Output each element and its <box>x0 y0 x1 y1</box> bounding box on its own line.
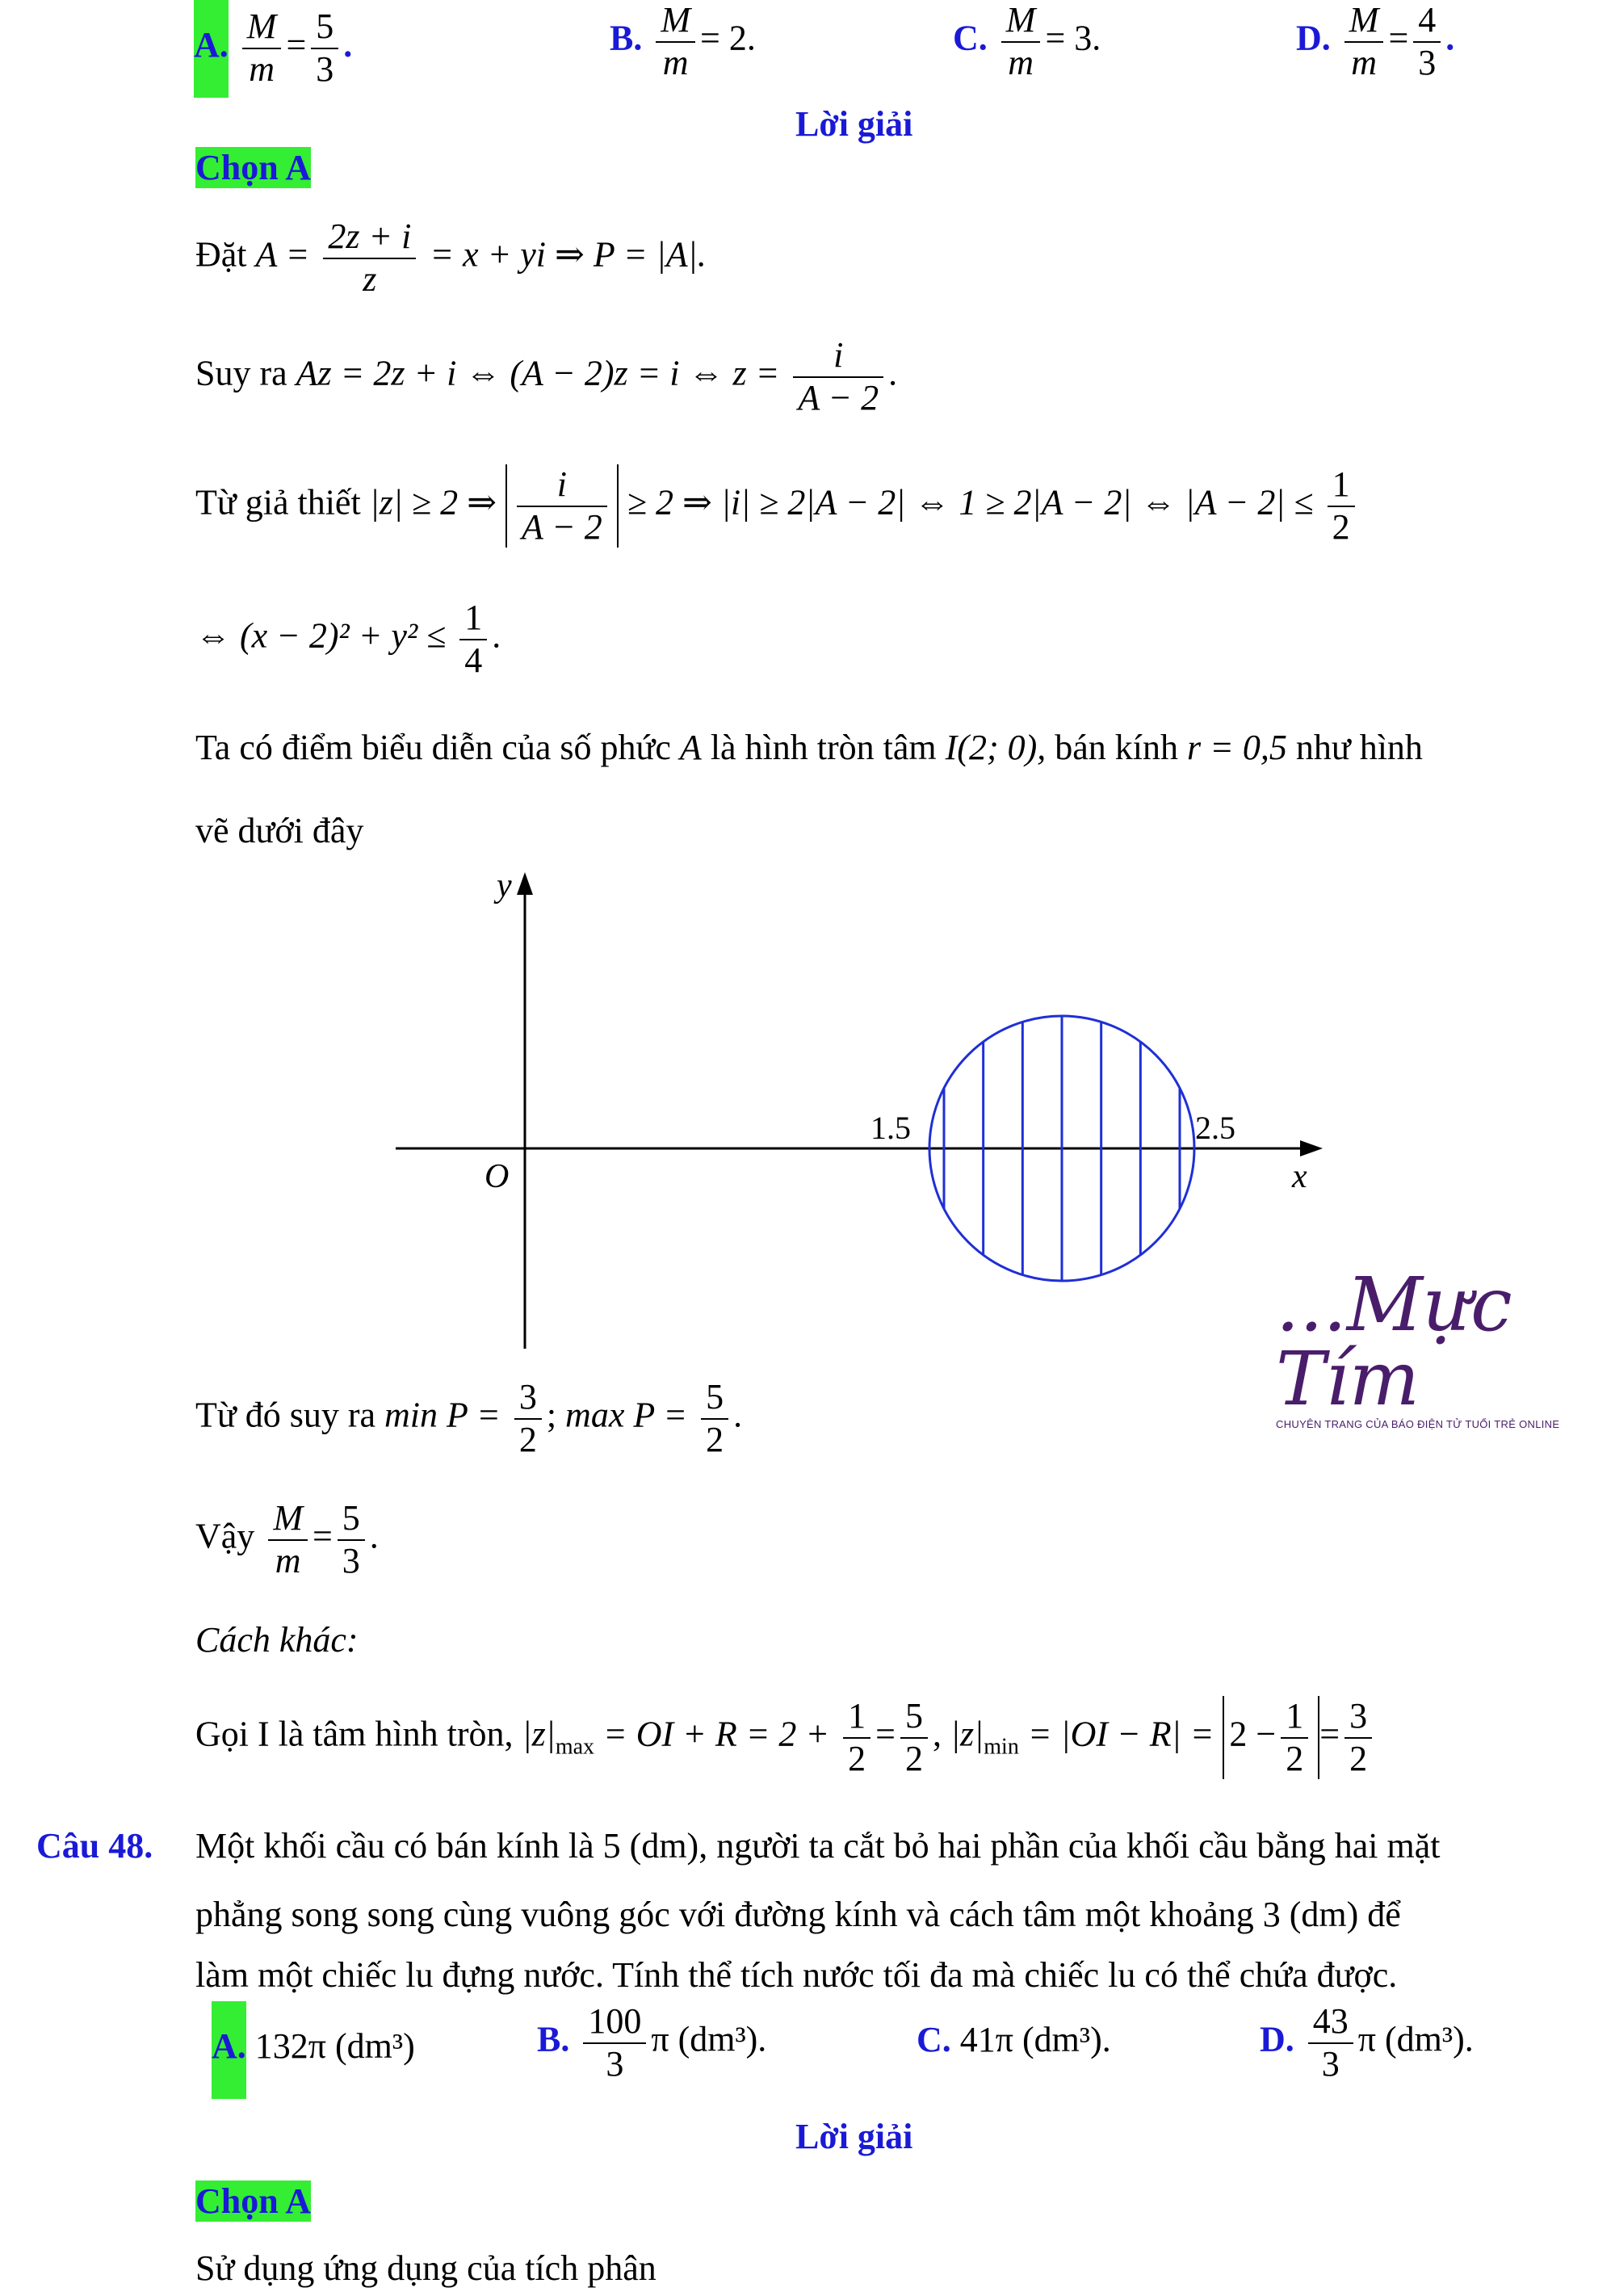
origin-label: O <box>484 1158 510 1195</box>
circle-graph <box>380 864 1349 1357</box>
solution-heading: Lời giải <box>795 104 913 144</box>
muc-tim-logo <box>1276 1261 1615 1430</box>
cach-khac-heading: Cách khác: <box>195 1620 359 1660</box>
question-48-line-1: Một khối cầu có bán kính là 5 (dm), người ta cắt bỏ hai phần của khối cầu bằng hai mặt <box>195 1826 1441 1866</box>
question-48-line-3: làm một chiếc lu đựng nước. Tính thể tích nước tối đa mà chiếc lu có thể chứa được. <box>195 1955 1398 1995</box>
line-ve-duoi-day: vẽ dưới đây <box>195 811 364 850</box>
line-dat: Đặt A = $\frac{2z + i}{z}$ = x + yi ⇒ P = |A|. <box>195 216 707 299</box>
choice-a-letter: A. <box>194 0 229 98</box>
choice-d-letter: D. <box>1296 18 1331 58</box>
question-48-line-2: phẳng song song cùng vuông góc với đường kính và cách tâm một khoảng 3 (dm) để <box>195 1895 1401 1934</box>
solution-heading-2: Lời giải <box>795 2117 913 2156</box>
chosen-answer-2: Chọn A <box>195 2181 312 2221</box>
right-point-label: 2.5 <box>1195 1110 1235 1146</box>
line-tu-gia-thiet: Từ giả thiết |z| ≥ 2 ⇒ $\frac{i}{A - 2}$ ≥ 2 ⇒ |i| ≥ 2|A − 2| ⇔ 1 ≥ 2|A − 2| ⇔ |A − 2| ≤ $\frac{1}{2}$ <box>195 464 1360 548</box>
choice-d: D. $\frac{M}{m}$ = $\frac{4}{3}$ . <box>1296 0 1455 82</box>
choice-a-fraction: $\frac{M}{m}$ <box>242 6 282 90</box>
q48-choice-d: D. $\frac{43}{3}$ π (dm³). <box>1260 2001 1474 2084</box>
line-vay: Vậy $\frac{M}{m}$ = $\frac{5}{3}$ . <box>195 1498 379 1580</box>
chosen-answer: Chọn A <box>195 148 312 187</box>
line-inequality: ⇔ (x − 2)² + y² ≤ $\frac{1}{4}$ . <box>195 598 501 680</box>
x-axis-label: x <box>1292 1158 1307 1195</box>
last-line: Sử dụng ứng dụng của tích phân <box>195 2248 656 2288</box>
logo-tagline: CHUYÊN TRANG CỦA BÁO ĐIỆN TỬ TUỔI TRẺ ONLINE <box>1276 1418 1560 1430</box>
x-axis-arrow-icon <box>1300 1140 1323 1156</box>
q48-choice-b: B. $\frac{100}{3}$ π (dm³). <box>537 2001 767 2084</box>
line-ta-co: Ta có điểm biểu diễn của số phức A là hình tròn tâm I(2; 0), bán kính r = 0,5 như hình <box>195 728 1423 767</box>
choice-b: B. $\frac{M}{m}$ = 2. <box>610 0 756 82</box>
line-result: Từ đó suy ra min P = $\frac{3}{2}$ ; max P = $\frac{5}{2}$ . <box>195 1377 743 1459</box>
choice-c-letter: C. <box>953 18 988 58</box>
logo-text: ...Mực Tím <box>1276 1261 1512 1422</box>
choice-b-letter: B. <box>610 18 643 58</box>
question-48-label: Câu 48. <box>36 1826 153 1866</box>
line-goi-i: Gọi I là tâm hình tròn, $|z|_{max}$ = OI + R = 2 + $\frac{1}{2}$ = $\frac{5}{2}$ , $|z|_{min} = |OI - R| = 2$ − $\frac{1}{2}$ = $\frac{3}{2}$ <box>195 1696 1377 1779</box>
q48-choice-c: C. 41π (dm³). <box>917 2020 1111 2059</box>
y-axis-arrow-icon <box>517 872 533 895</box>
y-axis-label: y <box>497 867 512 905</box>
choice-a: A. $\frac{M}{m}$ = $\frac{5}{3}$ . <box>194 0 352 98</box>
line-suy-ra: Suy ra Az = 2z + i ⇔ (A − 2)z = i ⇔ z = $\frac{i}{A - 2}$ . <box>195 335 898 418</box>
left-point-label: 1.5 <box>870 1110 911 1146</box>
q48-choice-a: A. 132π (dm³) <box>212 2001 415 2099</box>
choice-c: C. $\frac{M}{m}$ = 3. <box>953 0 1101 82</box>
